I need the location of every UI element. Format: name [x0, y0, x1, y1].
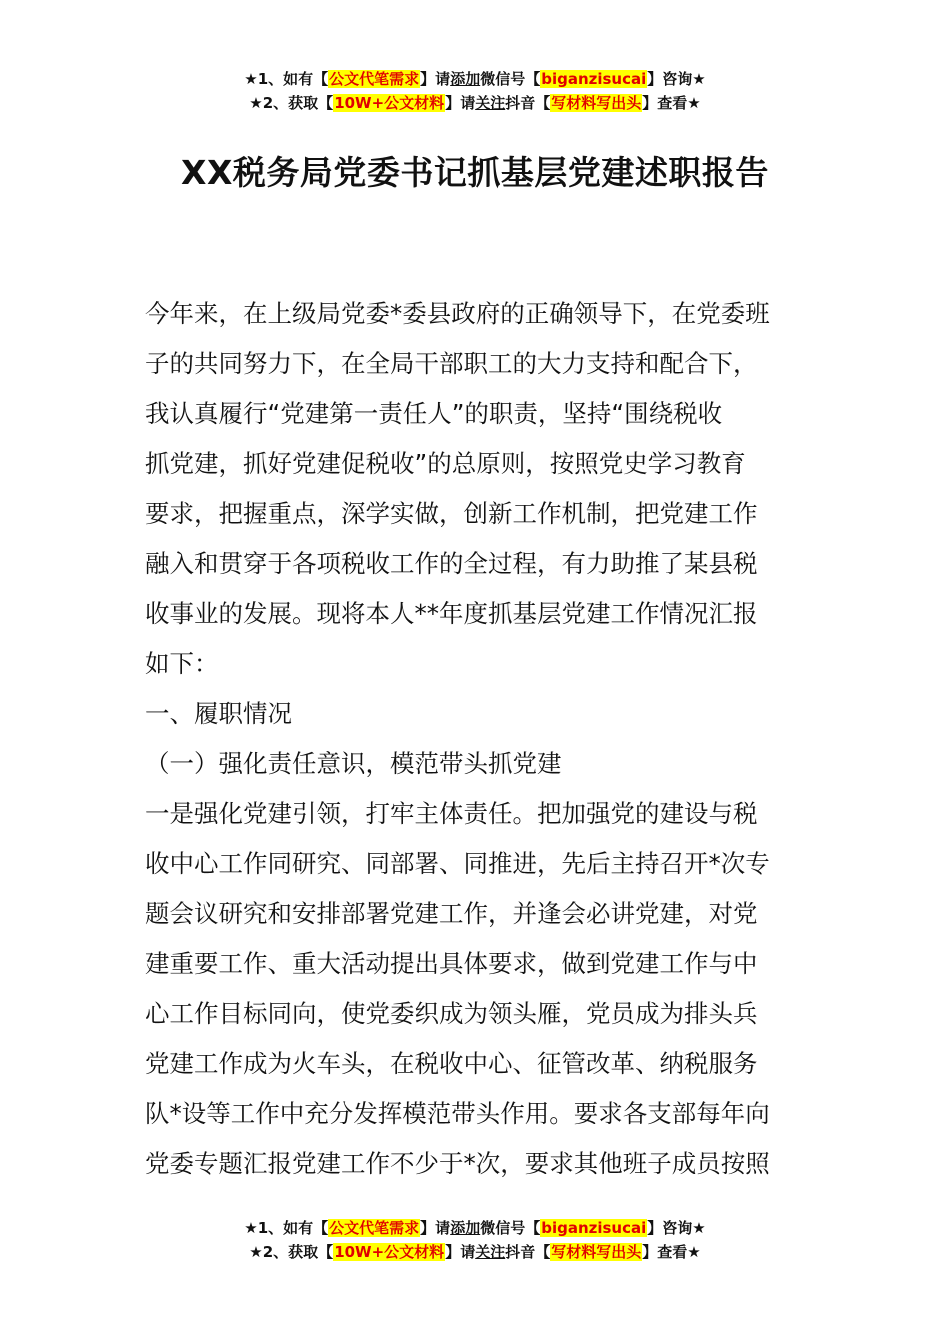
text-line: 今年来，在上级局党委*委县政府的正确领导下，在党委班 — [145, 299, 770, 328]
text-line: 收事业的发展。现将本人**年度抓基层党建工作情况汇报 — [145, 599, 758, 628]
banner-underline: 关注 — [475, 94, 506, 112]
footer-banner — [0, 1216, 950, 1264]
text-line: 队*设等工作中充分发挥模范带头作用。要求各支部每年向 — [145, 1099, 770, 1128]
text-line: 子的共同努力下，在全局干部职工的大力支持和配合下， — [145, 349, 758, 378]
banner-highlight: 10W+公文材料 — [334, 1243, 445, 1261]
text-line: 我认真履行“党建第一责任人”的职责，坚持“围绕税收 — [145, 399, 723, 428]
text-line: 建重要工作、重大活动提出具体要求，做到党建工作与中 — [145, 949, 758, 978]
banner-line-1 — [0, 67, 950, 91]
banner-underline: 关注 — [475, 1243, 506, 1261]
text-line: 融入和贯穿于各项税收工作的全过程，有力助推了某县税 — [145, 549, 758, 578]
banner-line-2 — [0, 1240, 950, 1264]
banner-text: 】查看★ — [642, 1243, 701, 1261]
text-line: 心工作目标同向，使党委织成为领头雁，党员成为排头兵 — [145, 999, 758, 1028]
banner-underline: 添加 — [450, 1219, 481, 1237]
banner-text: 】咨询★ — [647, 1219, 706, 1237]
banner-text: 】请 — [445, 94, 476, 112]
banner-text: 微信号【 — [480, 1219, 541, 1237]
section-heading: 一、履职情况 — [145, 699, 292, 728]
banner-line-1 — [0, 1216, 950, 1240]
banner-highlight: 写材料写出头 — [551, 1243, 642, 1261]
banner-text: 抖音【 — [505, 1243, 551, 1261]
banner-text: 微信号【 — [480, 70, 541, 88]
text-line: 题会议研究和安排部署党建工作，并逢会必讲党建，对党 — [145, 899, 758, 928]
text-line: 如下： — [145, 649, 219, 678]
document-title: XX税务局党委书记抓基层党建述职报告 — [181, 153, 769, 192]
banner-text: ★2、获取【 — [249, 94, 334, 112]
banner-text: 】咨询★ — [647, 70, 706, 88]
text-line: 党建工作成为火车头，在税收中心、征管改革、纳税服务 — [145, 1049, 758, 1078]
header-banner — [0, 67, 950, 115]
banner-text: ★2、获取【 — [249, 1243, 334, 1261]
document-body — [145, 289, 810, 1189]
text-line: 抓党建，抓好党建促税收”的总原则，按照党史学习教育 — [145, 449, 746, 478]
banner-line-2 — [0, 91, 950, 115]
banner-text: 】查看★ — [642, 94, 701, 112]
text-line: 一是强化党建引领，打牢主体责任。把加强党的建设与税 — [145, 799, 758, 828]
text-line: 收中心工作同研究、同部署、同推进，先后主持召开*次专 — [145, 849, 770, 878]
banner-highlight: 写材料写出头 — [551, 94, 642, 112]
subsection-heading: （一）强化责任意识，模范带头抓党建 — [145, 749, 562, 778]
banner-highlight: 公文代笔需求 — [329, 1219, 420, 1237]
banner-underline: 添加 — [450, 70, 481, 88]
text-line: 党委专题汇报党建工作不少于*次，要求其他班子成员按照 — [145, 1149, 770, 1178]
banner-highlight: 10W+公文材料 — [334, 94, 445, 112]
banner-highlight: biganzisucai — [541, 1219, 647, 1237]
banner-text: 】请 — [420, 70, 451, 88]
banner-highlight: 公文代笔需求 — [329, 70, 420, 88]
banner-text: ★1、如有【 — [244, 70, 329, 88]
banner-text: 】请 — [420, 1219, 451, 1237]
banner-text: 】请 — [445, 1243, 476, 1261]
text-line: 要求，把握重点，深学实做，创新工作机制，把党建工作 — [145, 499, 758, 528]
banner-text: 抖音【 — [505, 94, 551, 112]
banner-text: ★1、如有【 — [244, 1219, 329, 1237]
banner-highlight: biganzisucai — [541, 70, 647, 88]
